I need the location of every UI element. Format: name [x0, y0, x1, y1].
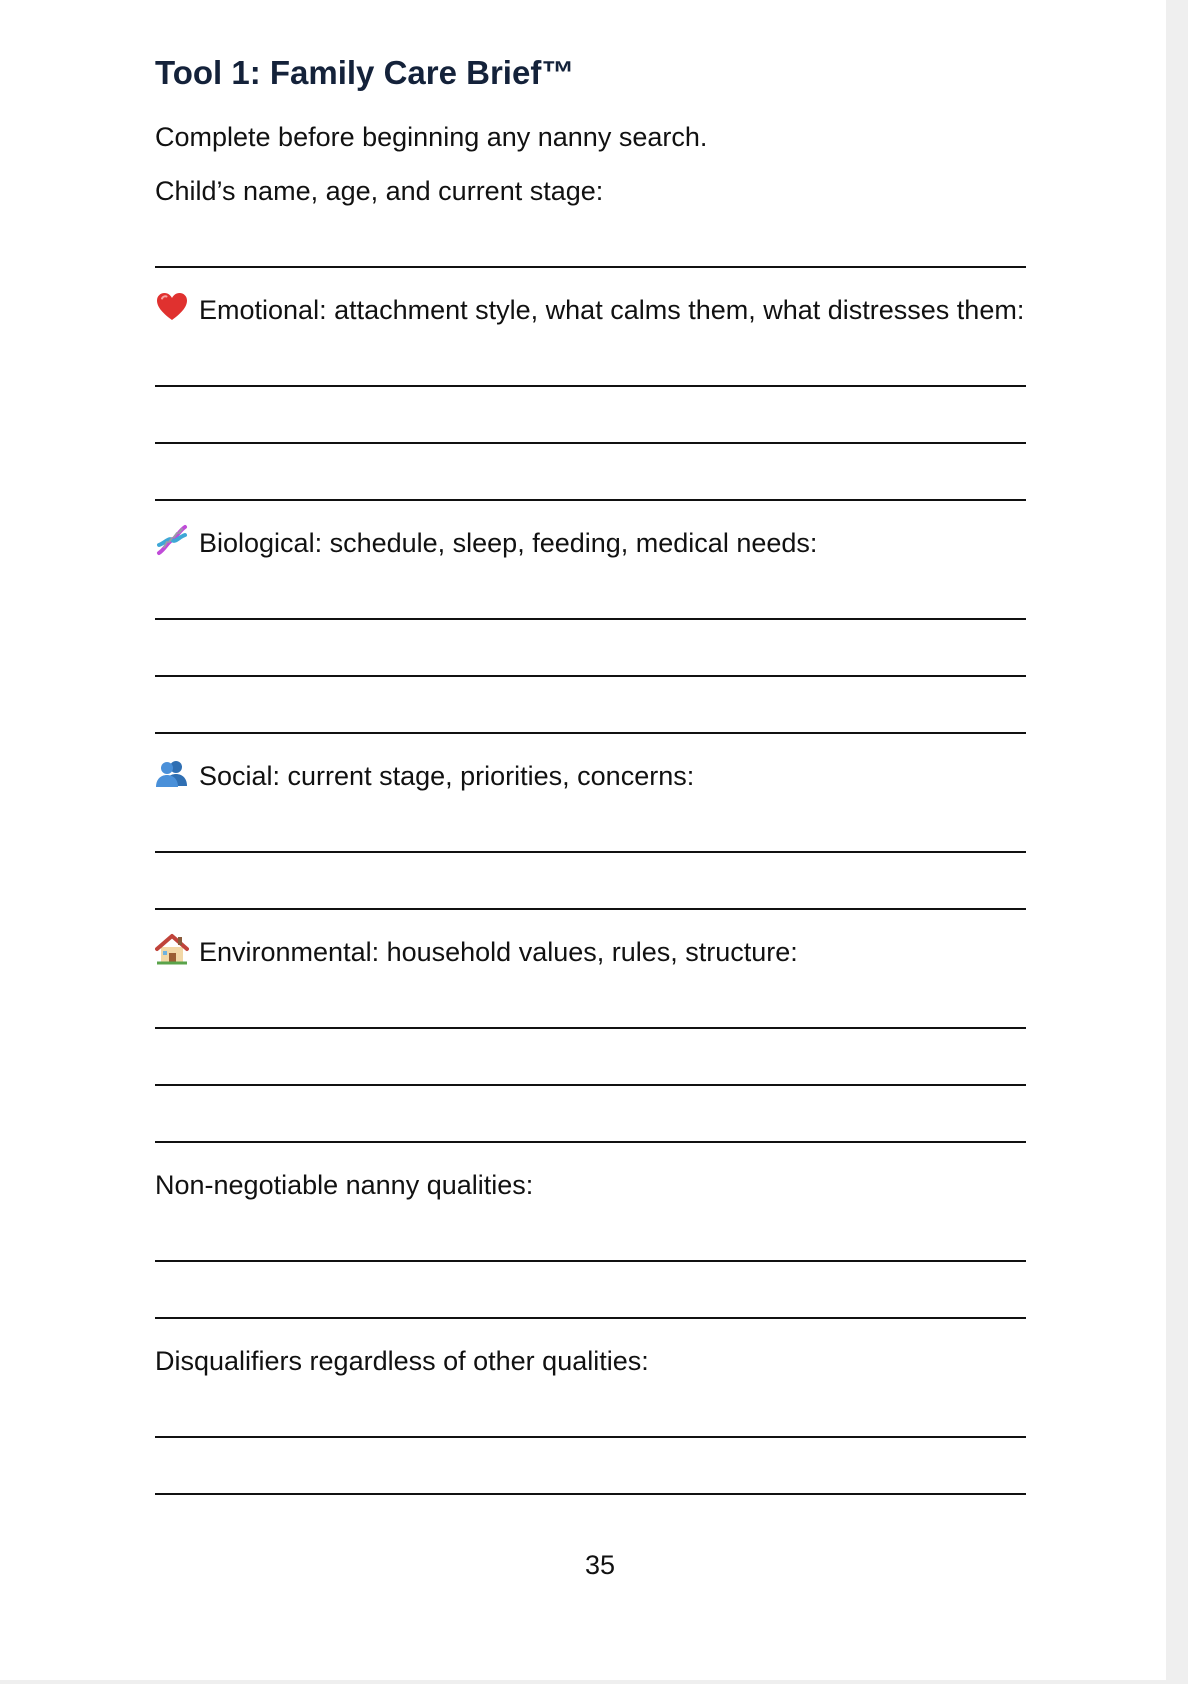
answer-line[interactable] — [155, 701, 1026, 734]
environmental-prompt-text: Environmental: household values, rules, structure: — [199, 937, 798, 967]
answer-line[interactable] — [155, 1229, 1026, 1262]
page-number: 35 — [584, 1550, 616, 1580]
intro-text: Complete before beginning any nanny search. — [155, 122, 708, 152]
house-icon — [155, 932, 191, 966]
dna-icon — [155, 523, 191, 557]
answer-line[interactable] — [155, 820, 1026, 853]
page-title: Tool 1: Family Care Brief™ — [155, 54, 575, 91]
answer-line[interactable] — [155, 354, 1026, 387]
social-prompt-text: Social: current stage, priorities, concerns: — [199, 761, 695, 791]
non-negotiable-prompt: Non-negotiable nanny qualities: — [155, 1170, 534, 1200]
environmental-prompt — [155, 931, 1026, 974]
biological-prompt-text: Biological: schedule, sleep, feeding, medical needs: — [199, 528, 818, 558]
child-info-prompt: Child’s name, age, and current stage: — [155, 176, 604, 206]
disqualifiers-prompt: Disqualifiers regardless of other qualities: — [155, 1346, 649, 1376]
answer-line[interactable] — [155, 1405, 1026, 1438]
answer-line[interactable] — [155, 468, 1026, 501]
answer-line[interactable] — [155, 1462, 1026, 1495]
emotional-prompt-text: Emotional: attachment style, what calms them, what distresses them: — [199, 295, 1025, 325]
social-prompt — [155, 755, 1026, 798]
answer-line[interactable] — [155, 877, 1026, 910]
red-heart-icon — [155, 290, 191, 324]
answer-line[interactable] — [155, 1110, 1026, 1143]
answer-line[interactable] — [155, 996, 1026, 1029]
people-icon — [155, 756, 191, 790]
answer-line[interactable] — [155, 587, 1026, 620]
biological-prompt — [155, 522, 1026, 565]
form-content — [155, 52, 1026, 1495]
answer-line[interactable] — [155, 1286, 1026, 1319]
answer-line[interactable] — [155, 644, 1026, 677]
answer-line[interactable] — [155, 1053, 1026, 1086]
answer-line[interactable] — [155, 235, 1026, 268]
answer-line[interactable] — [155, 411, 1026, 444]
emotional-prompt — [155, 289, 1026, 332]
